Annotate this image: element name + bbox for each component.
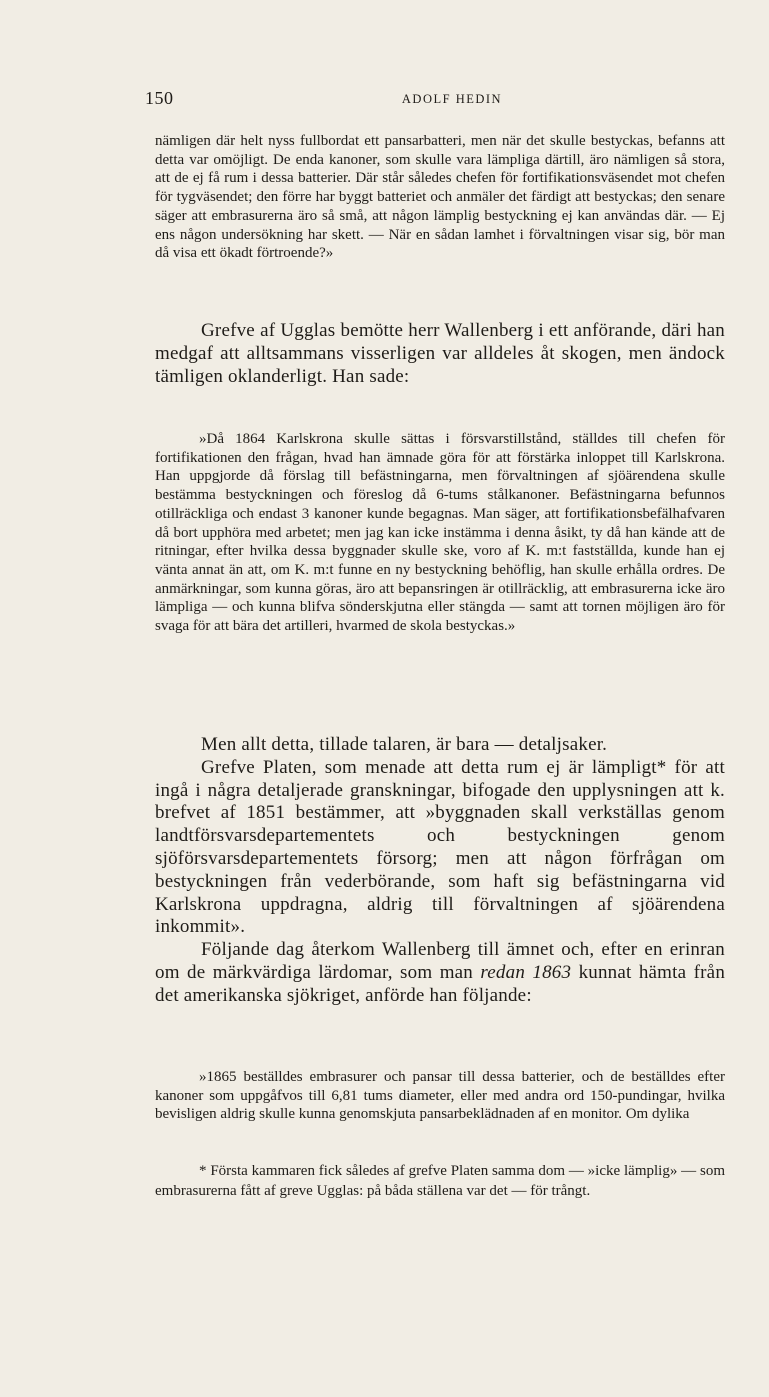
footnote-text: * Första kammaren fick således af grefve Platen samma dom — »icke lämplig» — som embrasurerna fått af greve Ugglas: på båda ställena var det — för trångt. [155,1163,725,1199]
page-header [145,88,729,114]
narrative-platen [155,734,725,1008]
narrative-ugglas [155,320,725,388]
paragraph-text: kunnat hämta från det amerikanska sjökriget, anförde han följande: [155,961,726,1006]
paragraph [155,939,725,1007]
footnote [155,1161,725,1201]
running-head: ADOLF HEDIN [401,92,503,106]
paragraph: »Då 1864 Karlskrona skulle sättas i försvarstillstånd, ställdes till chefen för fortifikationen den frågan, hvad han ämnade göra för att förstärka inloppet till Karlskrona. Han uppgjorde då förslag till befästningarna, men förvaltningen af sjöärendena skulle bestämma bestyckningen och föreslog då 6-tums stålkanoner. Befästningarna befunnos otillräckliga och endast 3 kanoner kunde begagnas. Man säger, att fortifikationsbefälhafvaren då bort upphöra med arbetet; men jag kan icke instämma i denna åsikt, ty då han kände att de ritningar, efter hvilka dessa byggnader skulle ske, voro af K. m:t fastställda, kunde han ej vänta annat än att, om K. m:t funne en ny bestyckning behöflig, han skulle erhålla ordres. De anmärkningar, som kunna göras, äro att bepansringen är otillräcklig, att embrasurerna icke äro lämpliga — och kunna blifva sönderskjutna eller stängda — samt att tornen möjligen äro för svaga för att bära det artilleri, hvarmed de skola bestyckas.» [155,431,725,635]
quote-wallenberg [155,1068,725,1124]
emphasis-text: redan 1863 [480,961,572,983]
paragraph: Grefve Platen, som menade att detta rum ej är lämpligt* för att ingå i några detaljerade granskningar, bifogade den upplysningen att k. brefvet af 1851 bestämmer, att »byggnaden skall verkställas genom landtförsvarsdepartementets och bestyckningen genom sjöförsvarsdepartementets försorg; men att någon förfrågan om bestyckningen från vederbörande, som haft sig befästningarna vid Karlskrona uppdragna, aldrig till förvaltningen af sjöärendena inkommit». [155,756,725,938]
paragraph: Grefve af Ugglas bemötte herr Wallenberg i ett anförande, däri han medgaf att alltsammans visserligen var alldeles åt skogen, men ändock tämligen oklanderligt. Han sade: [155,320,725,387]
paragraph-text: Följande dag återkom Wallenberg till ämnet och, efter en erinran om de märkvärdiga lärdomar, som man [155,939,725,983]
paragraph: »1865 beställdes embrasurer och pansar till dessa batterier, och de beställdes efter kanoner som uppgåfvos till 6,81 tums diameter, eller med andra ord 150-pundingar, hvilka bevisligen aldrig skulle kunna genomskjuta pansarbeklädnaden af en monitor. Om dylika [155,1069,725,1123]
quote-continuation [155,132,725,263]
paragraph: Men allt detta, tillade talaren, är bara — detaljsaker. [201,734,608,755]
quote-ugglas [155,430,725,636]
page-number: 150 [145,88,174,108]
paragraph: nämligen där helt nyss fullbordat ett pansarbatteri, men när det skulle bestyckas, befanns att detta var omöjligt. De enda kanoner, som skulle vara lämpliga därtill, äro nämligen så stora, att de ej få rum i dessa batterier. Där står således chefen för fortifikationsväsendet mot chefen för tygväsendet; den förre har byggt batteriet och anmäler det färdigt att bestyckas; den senare säger att embrasurerna äro så små, att någon lämplig bestyckning ej kan användas där. — Ej ens någon undersökning har skett. — När en sådan lamhet i förvaltningen visar sig, bör man då visa ett ökadt förtroende?» [155,133,725,262]
